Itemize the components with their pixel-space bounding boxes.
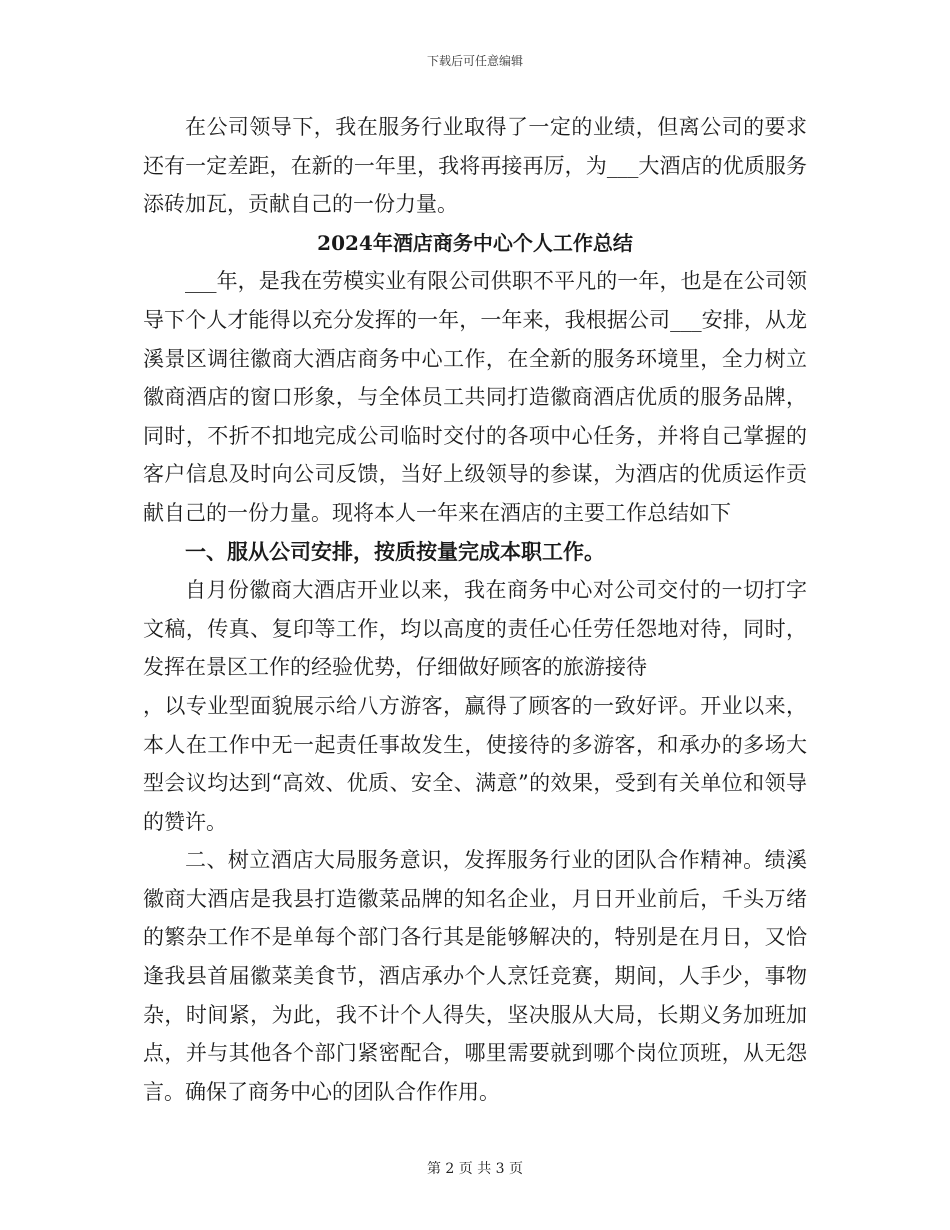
document-body [143,108,807,1111]
page-header-note: 下载后可任意编辑 [426,54,523,68]
page-number: 第 2 页 共 3 页 [426,1161,524,1177]
document-title: 2024年酒店商务中心个人工作总结 [317,230,633,255]
section-1-heading: 一、服从公司安排，按质按量完成本职工作。 [185,538,605,564]
paragraph-1: ___年，是我在劳模实业有限公司供职不平凡的一年，也是在公司领导下个人才能得以充分发挥的一年，一年来，我根据公司___安排，从龙溪景区调往徽商大酒店商务中心工作，在全新的服务环境里，全力树立徽商酒店的窗口形象，与全体员工共同打造徽商酒店优质的服务品牌，同时，不折不扣地完成公司临时交付的各项中心任务，并将自己掌握的客户信息及时向公司反馈，当好上级领导的参谋，为酒店的优质运作贡献自己的一份力量。现将本人一年来在酒店的主要工作总结如下 [143,269,807,525]
paragraph-3: 二、树立酒店大局服务意识，发挥服务行业的团队合作精神。绩溪徽商大酒店是我县打造徽菜品牌的知名企业，月日开业前后，千头万绪的繁杂工作不是单每个部门各行其是能够解决的，特别是在月日，又恰逢我县首届徽菜美食节，酒店承办个人烹饪竞赛，期间，人手少，事物杂，时间紧，为此，我不计个人得失，坚决服从大局，长期义务加班加点，并与其他各个部门紧密配合，哪里需要就到哪个岗位顶班，从无怨言。确保了商务中心的团队合作作用。 [143,848,807,1104]
paragraph-2a: 自月份徽商大酒店开业以来，我在商务中心对公司交付的一切打字文稿，传真、复印等工作，均以高度的责任心任劳任怨地对待，同时，发挥在景区工作的经验优势，仔细做好顾客的旅游接待 [143,578,807,680]
paragraph-2b: ，以专业型面貌展示给八方游客，赢得了顾客的一致好评。开业以来，本人在工作中无一起责任事故发生，使接待的多游客，和承办的多场大型会议均达到“高效、优质、安全、满意”的效果，受到有关单位和领导的赞许。 [143,693,807,834]
intro-paragraph: 在公司领导下，我在服务行业取得了一定的业绩，但离公司的要求还有一定差距，在新的一年里，我将再接再厉，为___大酒店的优质服务添砖加瓦，贡献自己的一份力量。 [143,115,807,217]
